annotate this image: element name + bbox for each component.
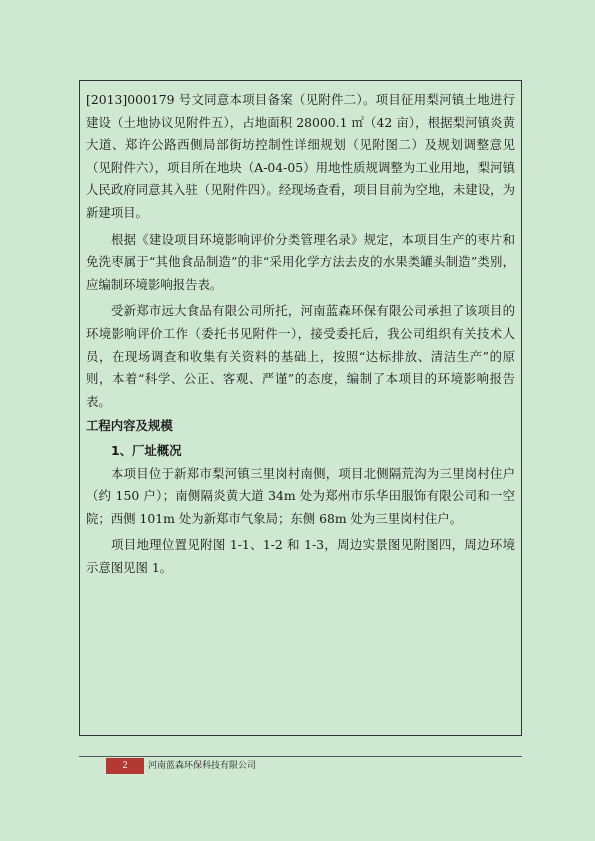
footer-divider xyxy=(79,756,522,757)
paragraph-commission: 受新郑市远大食品有限公司所托，河南蓝森环保有限公司承担了该项目的环境影响评价工作（委托书见附件一），接受委托后，我公司组织有关技术人员，在现场调查和收集有关资料的基础上，按照“达标排放、清洁生产”的原则，本着“科学、公正、客观、严谨”的态度，编制了本项目的环境影响报告表。 xyxy=(86,303,515,409)
section-heading: 工程内容及规模 xyxy=(86,418,173,434)
paragraph-figure-references: 项目地理位置见附图 1-1、1-2 和 1-3，周边实景图见附图四，周边环境示意图见图 1。 xyxy=(86,537,515,575)
paragraph-classification: 根据《建设项目环境影响评价分类管理名录》规定，本项目生产的枣片和免洗枣属于“其他食品制造”的非“采用化学方法去皮的水果类罐头制造”类别，应编制环境影响报告表。 xyxy=(86,231,515,292)
subsection-heading: 1、厂址概况 xyxy=(111,442,182,458)
footer-company: 河南蓝森环保科技有限公司 xyxy=(148,761,257,771)
paragraph-approval: [2013]000179 号文同意本项目备案（见附件二）。项目征用梨河镇土地进行建设（土地协议见附件五），占地面积 28000.1 ㎡（42 亩），根据梨河镇炎黄大道、郑许公路西侧局部街坊控制性详细规划（见附图二）及规划调整意见（见附件六），项目所在地块（A-04-05）用地性质规调整为工业用地，梨河镇人民政府同意其入驻（见附件四）。经现场查看，项目目前为空地，未建设，为新建项目。 xyxy=(86,92,515,220)
paragraph-site-location: 本项目位于新郑市梨河镇三里岗村南侧，项目北侧隔荒沟为三里岗村住户（约 150 户）；南侧隔炎黄大道 34m 处为郑州市乐华田服饰有限公司和一空院；西侧 101m 处为新郑市气象局；东侧 68m 处为三里岗村住户。 xyxy=(86,465,515,526)
page-number: 2 xyxy=(106,758,144,774)
content-frame xyxy=(79,80,522,736)
